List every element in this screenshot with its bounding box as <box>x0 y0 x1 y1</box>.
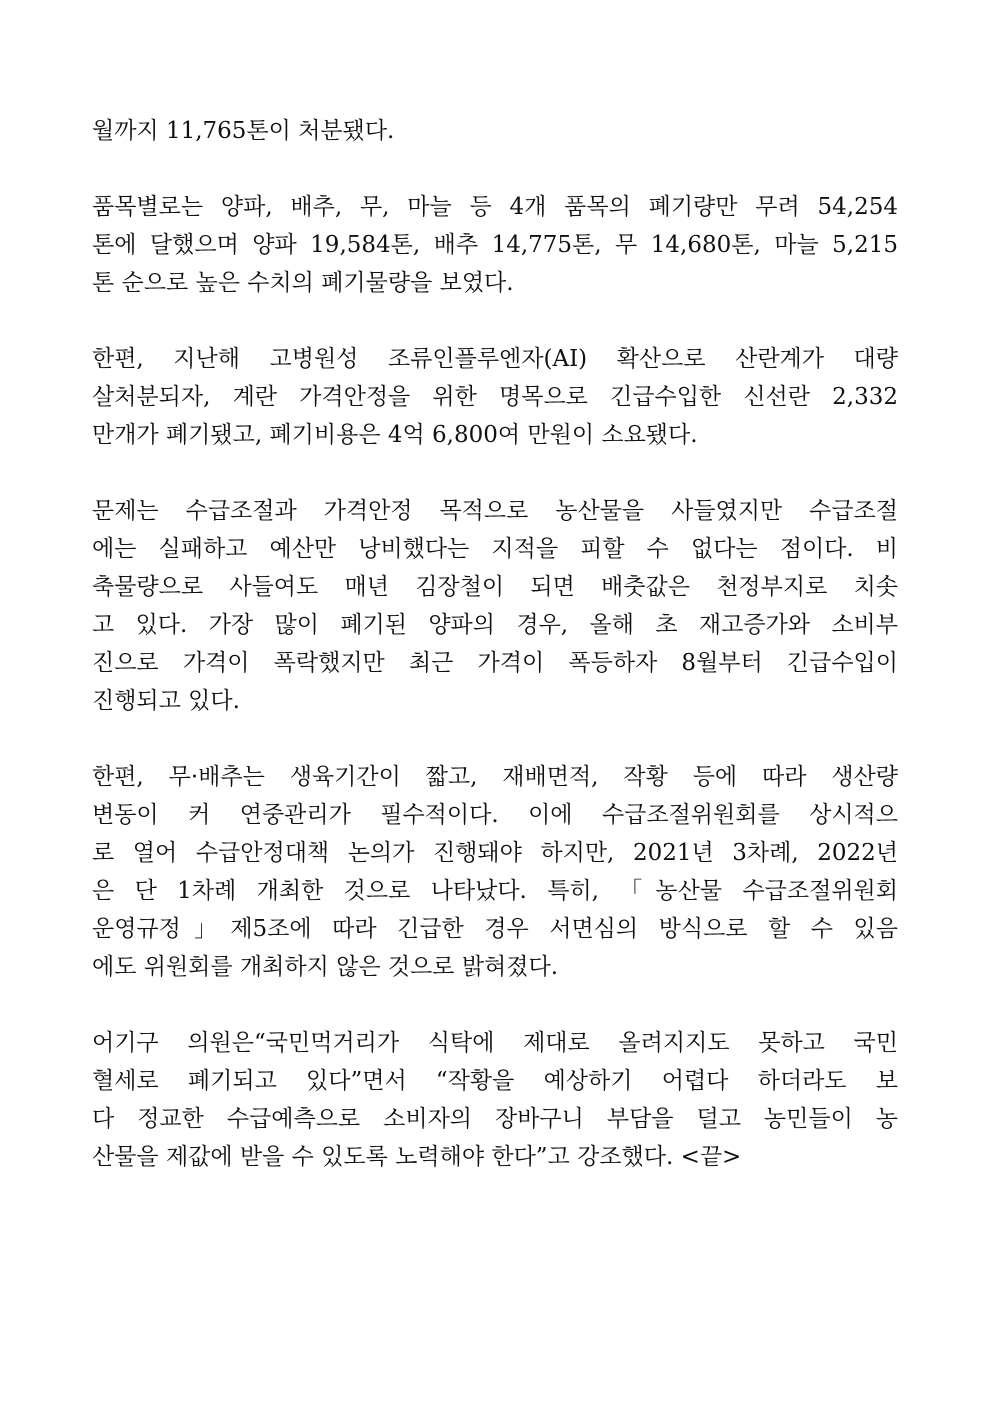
text-line: 에는 실패하고 예산만 낭비했다는 지적을 피할 수 없다는 점이다. 비 <box>92 536 898 562</box>
text-line: 변동이 커 연중관리가 필수적이다. 이에 수급조절위원회를 상시적으 <box>92 802 898 828</box>
text-line: 에도 위원회를 개최하지 않은 것으로 밝혀졌다. <box>92 954 559 980</box>
paragraph-problem <box>92 492 898 720</box>
text-line: 월까지 11,765톤이 처분됐다. <box>92 118 395 144</box>
paragraph-eggs <box>92 340 898 454</box>
text-line: 톤 순으로 높은 수치의 폐기물량을 보였다. <box>92 270 514 296</box>
paragraph-committee <box>92 758 898 986</box>
text-line: 산물을 제값에 받을 수 있도록 노력해야 한다”고 강조했다. <끝> <box>92 1144 742 1170</box>
text-line: 다 정교한 수급예측으로 소비자의 장바구니 부담을 덜고 농민들이 농 <box>92 1106 898 1132</box>
paragraph-gap <box>92 454 898 492</box>
text-line: 은 단 1차례 개최한 것으로 나타났다. 특히, 「농산물 수급조절위원회 <box>92 878 898 904</box>
text-line: 살처분되자, 계란 가격안정을 위한 명목으로 긴급수입한 신선란 2,332 <box>92 384 898 410</box>
text-line: 만개가 폐기됐고, 폐기비용은 4억 6,800여 만원이 소요됐다. <box>92 422 698 448</box>
text-line: 진행되고 있다. <box>92 688 240 714</box>
text-line: 축물량으로 사들여도 매년 김장철이 되면 배춧값은 천정부지로 치솟 <box>92 574 899 600</box>
text-line: 운영규정」제5조에 따라 긴급한 경우 서면심의 방식으로 할 수 있음 <box>92 916 898 942</box>
paragraph-quote <box>92 1024 898 1176</box>
paragraph-gap <box>92 302 898 340</box>
text-line: 한편, 무·배추는 생육기간이 짧고, 재배면적, 작황 등에 따라 생산량 <box>92 764 898 790</box>
paragraph-gap <box>92 986 898 1024</box>
paragraph-gap <box>92 150 898 188</box>
text-line: 한편, 지난해 고병원성 조류인플루엔자(AI) 확산으로 산란계가 대량 <box>92 346 898 372</box>
text-line: 톤에 달했으며 양파 19,584톤, 배추 14,775톤, 무 14,680톤, 마늘 5,215 <box>92 232 898 258</box>
paragraph-disposal-tail <box>92 112 898 150</box>
text-line: 문제는 수급조절과 가격안정 목적으로 농산물을 사들였지만 수급조절 <box>92 498 898 524</box>
text-line: 혈세로 폐기되고 있다”면서 “작황을 예상하기 어렵다 하더라도 보 <box>92 1068 898 1094</box>
paragraph-gap <box>92 720 898 758</box>
text-line: 어기구 의원은“국민먹거리가 식탁에 제대로 올려지지도 못하고 국민 <box>92 1030 898 1056</box>
text-line: 로 열어 수급안정대책 논의가 진행돼야 하지만, 2021년 3차례, 2022년 <box>92 840 898 866</box>
text-line: 고 있다. 가장 많이 폐기된 양파의 경우, 올해 초 재고증가와 소비부 <box>92 612 898 638</box>
document-body <box>92 112 898 1176</box>
paragraph-items-waste <box>92 188 898 302</box>
text-line: 품목별로는 양파, 배추, 무, 마늘 등 4개 품목의 폐기량만 무려 54,254 <box>92 194 898 220</box>
text-line: 진으로 가격이 폭락했지만 최근 가격이 폭등하자 8월부터 긴급수입이 <box>92 650 898 676</box>
